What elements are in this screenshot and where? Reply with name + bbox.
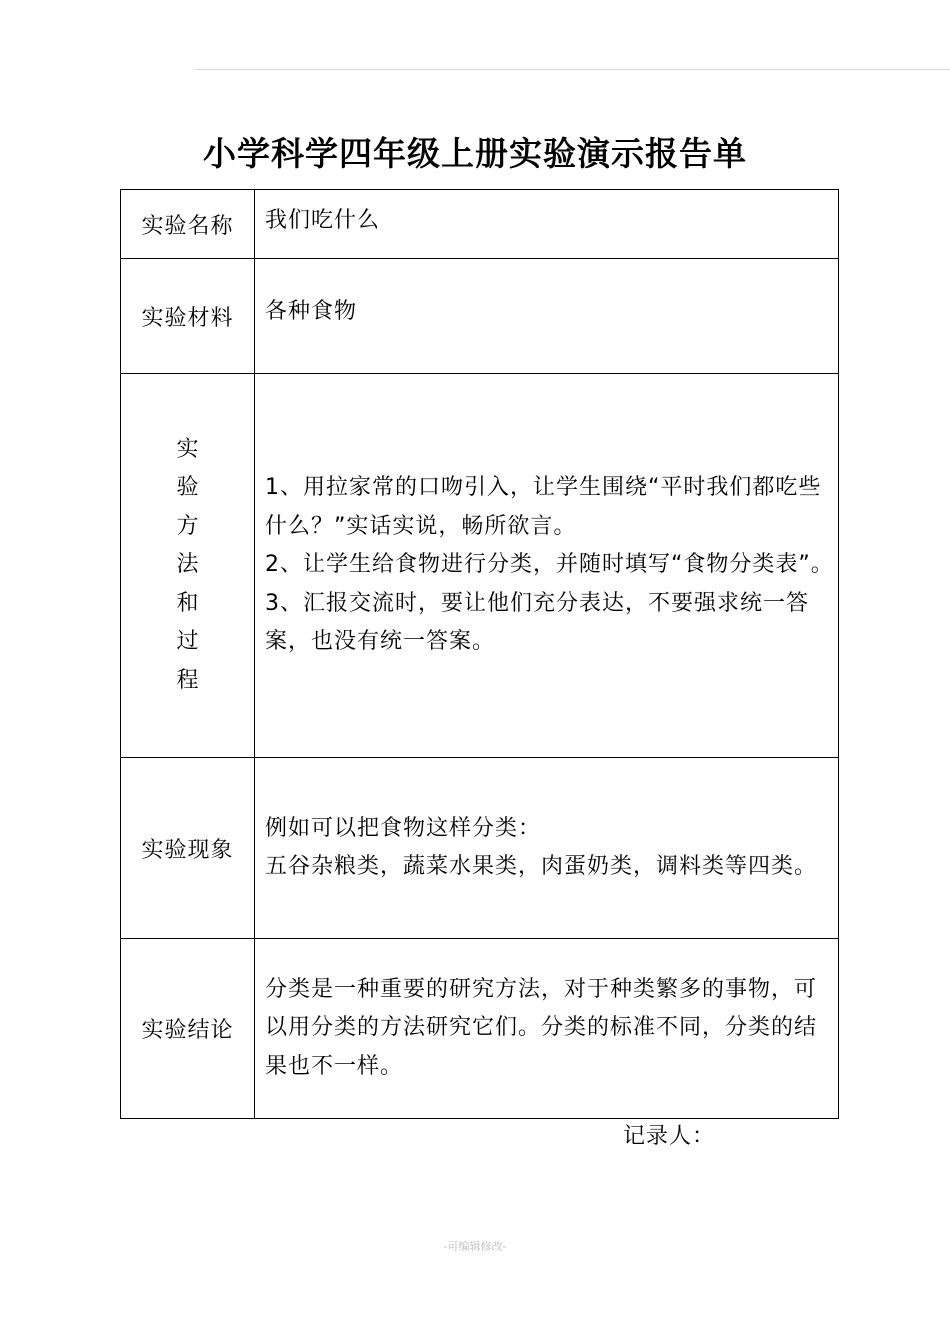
value-experiment-method[interactable] (255, 374, 839, 758)
label-experiment-name: 实验名称 (121, 190, 255, 259)
recorder-label: 记录人： (623, 1124, 716, 1149)
experiment-name-text: 我们吃什么 (265, 208, 381, 233)
header-divider (195, 69, 950, 70)
label-experiment-conclusion: 实验结论 (121, 939, 255, 1119)
label-experiment-phenomenon: 实验现象 (121, 758, 255, 939)
value-experiment-conclusion[interactable] (255, 939, 839, 1119)
label-experiment-method (121, 374, 255, 758)
table-row-conclusion (121, 939, 839, 1119)
page-title: 小学科学四年级上册实验演示报告单 (203, 134, 747, 173)
value-experiment-materials[interactable] (255, 259, 839, 374)
method-step-1: 1、用拉家常的口吻引入，让学生围绕“平时我们都吃些什么？”实话实说，畅所欲言。 (265, 475, 822, 539)
table-row-materials (121, 259, 839, 374)
report-table (120, 189, 839, 1119)
footer-note: -可编辑修改- (443, 1240, 507, 1253)
table-row-method (121, 374, 839, 758)
method-step-3: 3、汇报交流时，要让他们充分表达，不要强求统一答案，也没有统一答案。 (265, 590, 809, 655)
phenomenon-line-2: 五谷杂粮类，蔬菜水果类，肉蛋奶类，调料类等四类。 (265, 854, 818, 879)
label-experiment-method-text: 实验方法和过程 (176, 436, 199, 693)
conclusion-text: 分类是一种重要的研究方法，对于种类繁多的事物，可以用分类的方法研究它们。分类的标准不同，分类的结果也不一样。 (265, 976, 818, 1079)
phenomenon-line-1: 例如可以把食物这样分类： (265, 815, 542, 841)
method-step-2: 2、让学生给食物进行分类，并随时填写“食物分类表”。 (265, 552, 834, 578)
table-row-phenomenon (121, 758, 839, 939)
table-row-name (121, 190, 839, 259)
value-experiment-name[interactable] (255, 190, 839, 259)
label-experiment-materials: 实验材料 (121, 259, 255, 374)
experiment-materials-text: 各种食物 (265, 299, 358, 324)
value-experiment-phenomenon[interactable] (255, 758, 839, 939)
